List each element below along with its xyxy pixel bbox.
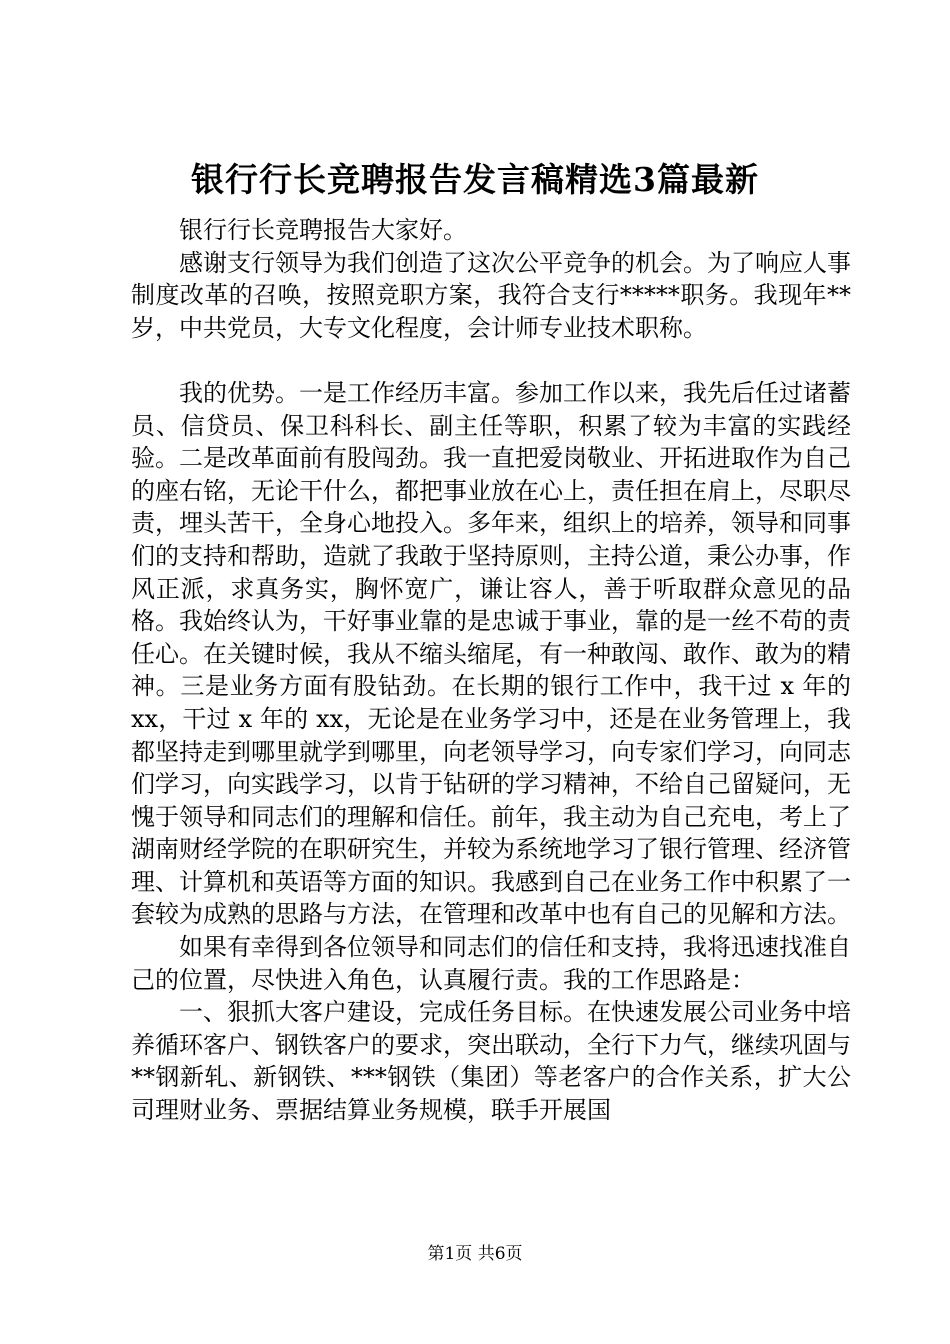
page-footer: 第1页 共6页 [427, 1244, 523, 1264]
intro-paragraph: 感谢支行领导为我们创造了这次公平竞争的机会。为了响应人事制度改革的召唤，按照竞职方案，我符合支行*****职务。我现年**岁，中共党员，大专文化程度，会计师专业技术职称。 [131, 248, 851, 342]
document-title: 银行行长竞聘报告发言稿精选3篇最新 [191, 160, 759, 199]
document-body [131, 214, 851, 1127]
greeting-paragraph: 银行行长竞聘报告大家好。 [179, 216, 467, 244]
paragraph-spacer [131, 344, 851, 377]
plan-item-paragraph: 一、狠抓大客户建设，完成任务目标。在快速发展公司业务中培养循环客户、钢铁客户的要求，突出联动，全行下力气，继续巩固与**钢新轧、新钢铁、***钢铁（集团）等老客户的合作关系，扩大公司理财业务、票据结算业务规模，联手开展国 [131, 998, 851, 1125]
approach-paragraph: 如果有幸得到各位领导和同志们的信任和支持，我将迅速找准自己的位置，尽快进入角色，认真履行责。我的工作思路是： [131, 933, 851, 994]
strengths-paragraph: 我的优势。一是工作经历丰富。参加工作以来，我先后任过诸蓄员、信贷员、保卫科科长、副主任等职，积累了较为丰富的实践经验。二是改革面前有股闯劲。我一直把爱岗敬业、开拓进取作为自己的座右铭，无论干什么，都把事业放在心上，责任担在肩上，尽职尽责，埋头苦干，全身心地投入。多年来，组织上的培养，领导和同事们的支持和帮助，造就了我敢于坚持原则，主持公道，秉公办事，作风正派，求真务实，胸怀宽广，谦让容人，善于听取群众意见的品格。我始终认为，干好事业靠的是忠诚于事业，靠的是一丝不苟的责任心。在关键时候，我从不缩头缩尾，有一种敢闯、敢作、敢为的精神。三是业务方面有股钻劲。在长期的银行工作中，我干过 x 年的 xx，干过 x 年的 xx，无论是在业务学习中，还是在业务管理上，我都坚持走到哪里就学到哪里，向老领导学习，向专家们学习，向同志们学习，向实践学习，以肯于钻研的学习精神，不给自己留疑问，无愧于领导和同志们的理解和信任。前年，我主动为自己充电，考上了湖南财经学院的在职研究生，并较为系统地学习了银行管理、经济管理、计算机和英语等方面的知识。我感到自己在业务工作中积累了一套较为成熟的思路与方法，在管理和改革中也有自己的见解和方法。 [131, 378, 851, 929]
